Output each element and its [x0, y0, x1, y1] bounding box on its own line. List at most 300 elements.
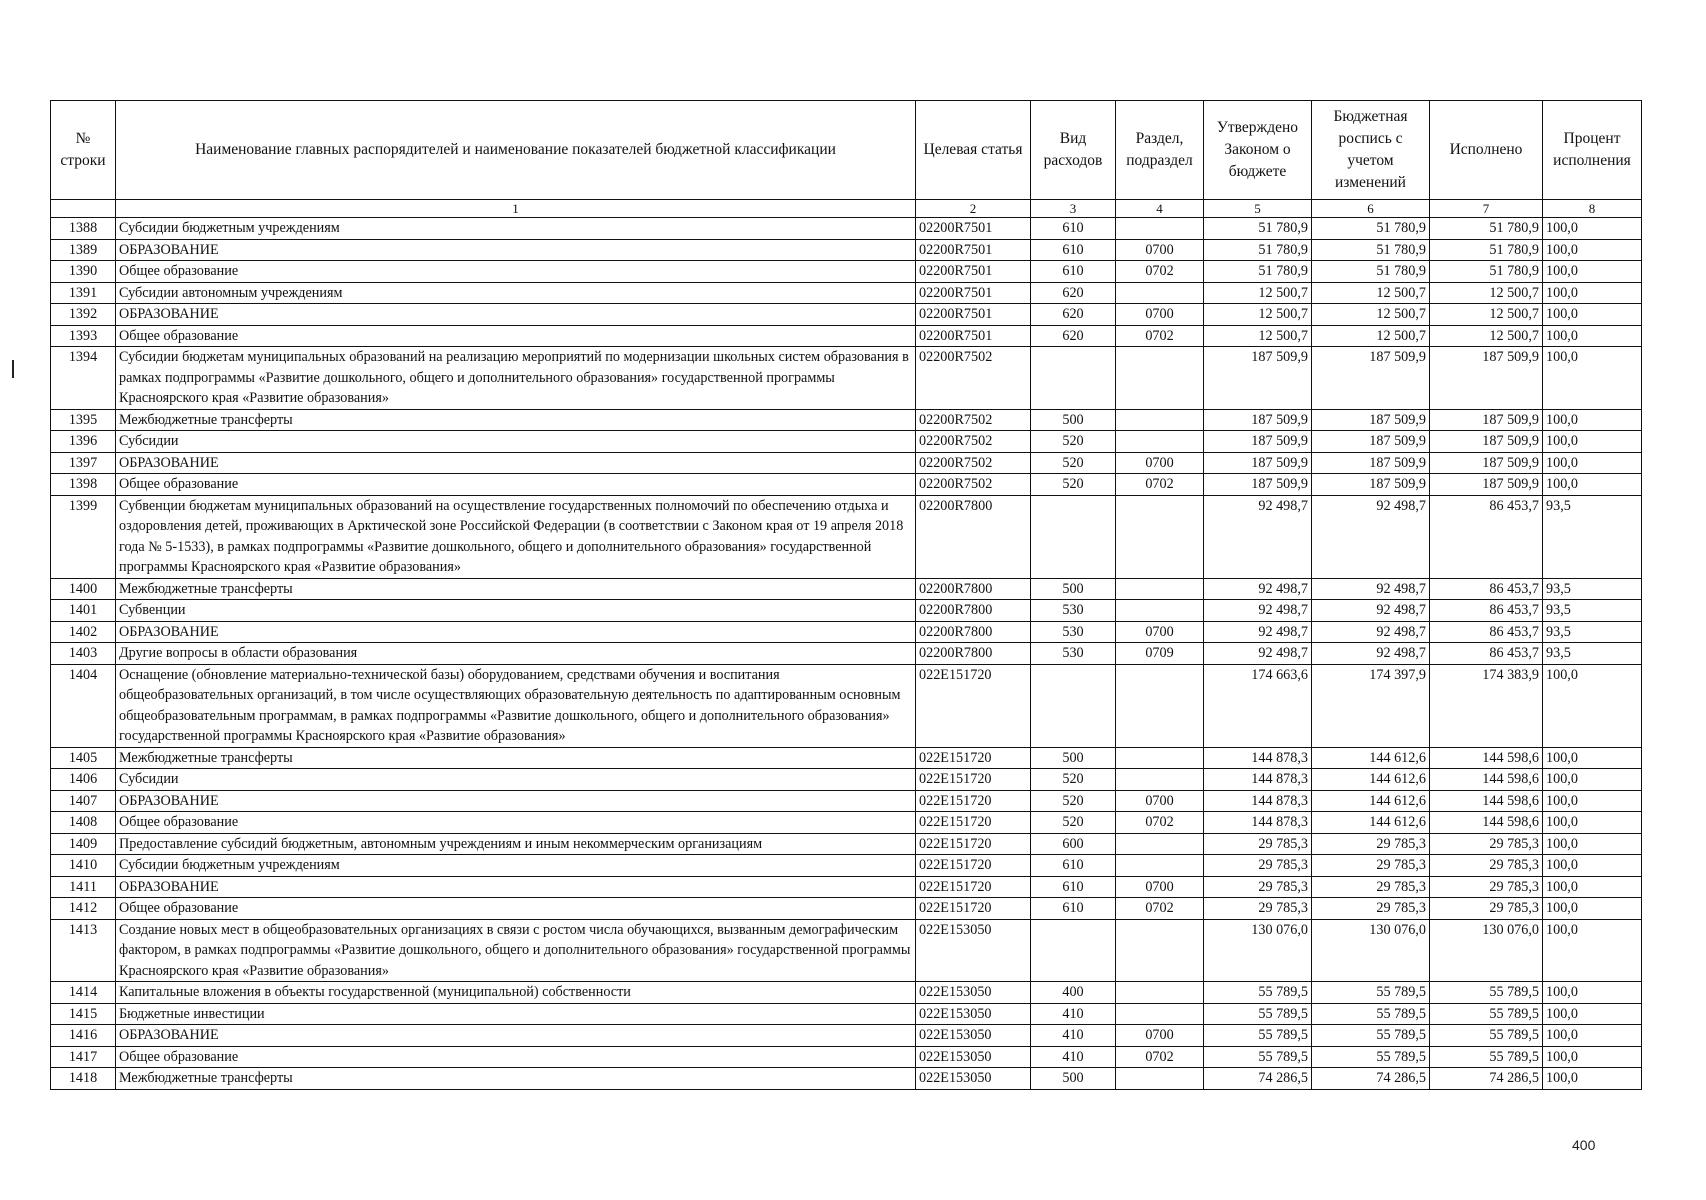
expense-type: 610 [1031, 898, 1116, 920]
execution-percent: 100,0 [1543, 325, 1642, 347]
target-article: 02200R7501 [916, 325, 1031, 347]
executed-amount: 55 789,5 [1430, 1046, 1543, 1068]
row-number: 1406 [51, 769, 116, 791]
target-article: 02200R7501 [916, 282, 1031, 304]
approved-amount: 55 789,5 [1204, 1003, 1312, 1025]
table-row [51, 643, 1642, 665]
schedule-amount: 92 498,7 [1312, 600, 1430, 622]
row-number: 1396 [51, 431, 116, 453]
execution-percent: 100,0 [1543, 833, 1642, 855]
table-row [51, 621, 1642, 643]
row-name: Общее образование [116, 898, 916, 920]
row-number: 1390 [51, 261, 116, 283]
table-row [51, 898, 1642, 920]
approved-amount: 55 789,5 [1204, 1046, 1312, 1068]
schedule-amount: 92 498,7 [1312, 643, 1430, 665]
table-row [51, 409, 1642, 431]
column-number: 5 [1204, 200, 1312, 218]
executed-amount: 86 453,7 [1430, 578, 1543, 600]
row-name: Субсидии бюджетным учреждениям [116, 218, 916, 240]
approved-amount: 55 789,5 [1204, 1025, 1312, 1047]
column-number: 1 [116, 200, 916, 218]
executed-amount: 55 789,5 [1430, 982, 1543, 1004]
schedule-amount: 187 509,9 [1312, 431, 1430, 453]
target-article: 022E151720 [916, 747, 1031, 769]
header-percent: Процент исполнения [1543, 101, 1642, 200]
section-code: 0700 [1116, 876, 1204, 898]
execution-percent: 100,0 [1543, 304, 1642, 326]
row-number: 1399 [51, 495, 116, 578]
approved-amount: 29 785,3 [1204, 833, 1312, 855]
row-number: 1418 [51, 1068, 116, 1090]
expense-type: 610 [1031, 239, 1116, 261]
row-number: 1412 [51, 898, 116, 920]
column-number: 6 [1312, 200, 1430, 218]
row-number: 1392 [51, 304, 116, 326]
section-code: 0702 [1116, 474, 1204, 496]
section-code: 0700 [1116, 452, 1204, 474]
section-code [1116, 747, 1204, 769]
section-code: 0700 [1116, 621, 1204, 643]
schedule-amount: 92 498,7 [1312, 495, 1430, 578]
target-article: 022E151720 [916, 898, 1031, 920]
table-row [51, 304, 1642, 326]
schedule-amount: 144 612,6 [1312, 769, 1430, 791]
execution-percent: 100,0 [1543, 1046, 1642, 1068]
approved-amount: 92 498,7 [1204, 600, 1312, 622]
row-number: 1397 [51, 452, 116, 474]
target-article: 022E153050 [916, 1025, 1031, 1047]
schedule-amount: 55 789,5 [1312, 1003, 1430, 1025]
execution-percent: 100,0 [1543, 1068, 1642, 1090]
row-number: 1401 [51, 600, 116, 622]
approved-amount: 92 498,7 [1204, 495, 1312, 578]
table-row [51, 812, 1642, 834]
executed-amount: 29 785,3 [1430, 898, 1543, 920]
approved-amount: 51 780,9 [1204, 239, 1312, 261]
table-row [51, 325, 1642, 347]
execution-percent: 100,0 [1543, 347, 1642, 410]
schedule-amount: 12 500,7 [1312, 282, 1430, 304]
row-name: Общее образование [116, 474, 916, 496]
execution-percent: 93,5 [1543, 643, 1642, 665]
approved-amount: 55 789,5 [1204, 982, 1312, 1004]
schedule-amount: 144 612,6 [1312, 747, 1430, 769]
schedule-amount: 55 789,5 [1312, 1025, 1430, 1047]
approved-amount: 51 780,9 [1204, 261, 1312, 283]
row-name: Создание новых мест в общеобразовательных организациях в связи с ростом числа обучающихся, вызванным демографическим фактором, в рамках подпрограммы «Развитие дошкольного, общего и дополнительного образования» государственной программы Красноярского края «Развитие образования» [116, 919, 916, 982]
target-article: 022E151720 [916, 790, 1031, 812]
schedule-amount: 187 509,9 [1312, 409, 1430, 431]
table-body [51, 218, 1642, 1090]
page-number: 400 [1572, 1137, 1596, 1153]
executed-amount: 187 509,9 [1430, 431, 1543, 453]
execution-percent: 100,0 [1543, 431, 1642, 453]
table-row [51, 833, 1642, 855]
row-name: Предоставление субсидий бюджетным, автономным учреждениям и иным некоммерческим организациям [116, 833, 916, 855]
execution-percent: 100,0 [1543, 239, 1642, 261]
target-article: 02200R7800 [916, 643, 1031, 665]
approved-amount: 12 500,7 [1204, 325, 1312, 347]
expense-type: 520 [1031, 431, 1116, 453]
executed-amount: 187 509,9 [1430, 452, 1543, 474]
row-number: 1409 [51, 833, 116, 855]
execution-percent: 100,0 [1543, 919, 1642, 982]
schedule-amount: 51 780,9 [1312, 261, 1430, 283]
approved-amount: 12 500,7 [1204, 282, 1312, 304]
section-code [1116, 218, 1204, 240]
column-number: 4 [1116, 200, 1204, 218]
header-expense-type: Вид расходов [1031, 101, 1116, 200]
schedule-amount: 174 397,9 [1312, 664, 1430, 747]
section-code: 0702 [1116, 812, 1204, 834]
executed-amount: 144 598,6 [1430, 790, 1543, 812]
table-row [51, 218, 1642, 240]
schedule-amount: 130 076,0 [1312, 919, 1430, 982]
table-row [51, 855, 1642, 877]
approved-amount: 29 785,3 [1204, 898, 1312, 920]
row-name: ОБРАЗОВАНИЕ [116, 452, 916, 474]
row-name: ОБРАЗОВАНИЕ [116, 876, 916, 898]
section-code [1116, 282, 1204, 304]
row-name: Общее образование [116, 812, 916, 834]
executed-amount: 55 789,5 [1430, 1025, 1543, 1047]
table-row [51, 1068, 1642, 1090]
approved-amount: 92 498,7 [1204, 621, 1312, 643]
schedule-amount: 51 780,9 [1312, 218, 1430, 240]
target-article: 02200R7502 [916, 347, 1031, 410]
table-row [51, 452, 1642, 474]
expense-type: 500 [1031, 1068, 1116, 1090]
expense-type: 500 [1031, 409, 1116, 431]
row-number: 1388 [51, 218, 116, 240]
target-article: 022E151720 [916, 769, 1031, 791]
section-code [1116, 578, 1204, 600]
scan-artifact-mark [12, 360, 14, 378]
approved-amount: 187 509,9 [1204, 474, 1312, 496]
executed-amount: 74 286,5 [1430, 1068, 1543, 1090]
section-code [1116, 495, 1204, 578]
target-article: 02200R7501 [916, 218, 1031, 240]
row-name: Субсидии автономным учреждениям [116, 282, 916, 304]
row-number: 1413 [51, 919, 116, 982]
execution-percent: 100,0 [1543, 747, 1642, 769]
execution-percent: 100,0 [1543, 790, 1642, 812]
section-code: 0700 [1116, 1025, 1204, 1047]
expense-type: 620 [1031, 304, 1116, 326]
approved-amount: 144 878,3 [1204, 747, 1312, 769]
table-row [51, 600, 1642, 622]
row-number: 1404 [51, 664, 116, 747]
table-row [51, 1046, 1642, 1068]
schedule-amount: 55 789,5 [1312, 1046, 1430, 1068]
target-article: 02200R7502 [916, 431, 1031, 453]
row-number: 1410 [51, 855, 116, 877]
executed-amount: 55 789,5 [1430, 1003, 1543, 1025]
row-name: Общее образование [116, 1046, 916, 1068]
target-article: 022E151720 [916, 876, 1031, 898]
schedule-amount: 29 785,3 [1312, 855, 1430, 877]
table-row [51, 790, 1642, 812]
executed-amount: 12 500,7 [1430, 304, 1543, 326]
target-article: 02200R7800 [916, 600, 1031, 622]
executed-amount: 86 453,7 [1430, 495, 1543, 578]
target-article: 02200R7502 [916, 409, 1031, 431]
execution-percent: 100,0 [1543, 898, 1642, 920]
header-schedule: Бюджетная роспись с учетом изменений [1312, 101, 1430, 200]
column-number: 8 [1543, 200, 1642, 218]
target-article: 022E151720 [916, 833, 1031, 855]
row-number: 1394 [51, 347, 116, 410]
row-number: 1408 [51, 812, 116, 834]
schedule-amount: 12 500,7 [1312, 304, 1430, 326]
expense-type: 610 [1031, 261, 1116, 283]
table-row [51, 431, 1642, 453]
row-number: 1393 [51, 325, 116, 347]
approved-amount: 92 498,7 [1204, 578, 1312, 600]
execution-percent: 93,5 [1543, 621, 1642, 643]
approved-amount: 51 780,9 [1204, 218, 1312, 240]
executed-amount: 187 509,9 [1430, 409, 1543, 431]
header-executed: Исполнено [1430, 101, 1543, 200]
table-row [51, 347, 1642, 410]
section-code [1116, 600, 1204, 622]
expense-type: 500 [1031, 747, 1116, 769]
table-row [51, 747, 1642, 769]
expense-type: 410 [1031, 1046, 1116, 1068]
row-number: 1400 [51, 578, 116, 600]
section-code [1116, 855, 1204, 877]
target-article: 022E151720 [916, 812, 1031, 834]
section-code: 0700 [1116, 239, 1204, 261]
executed-amount: 29 785,3 [1430, 855, 1543, 877]
table-row [51, 282, 1642, 304]
section-code [1116, 347, 1204, 410]
row-name: ОБРАЗОВАНИЕ [116, 790, 916, 812]
approved-amount: 144 878,3 [1204, 769, 1312, 791]
approved-amount: 187 509,9 [1204, 452, 1312, 474]
row-name: Субсидии [116, 431, 916, 453]
schedule-amount: 92 498,7 [1312, 578, 1430, 600]
target-article: 022E151720 [916, 664, 1031, 747]
row-name: ОБРАЗОВАНИЕ [116, 1025, 916, 1047]
row-name: ОБРАЗОВАНИЕ [116, 239, 916, 261]
table-row [51, 495, 1642, 578]
header-section: Раздел, подраздел [1116, 101, 1204, 200]
schedule-amount: 187 509,9 [1312, 452, 1430, 474]
approved-amount: 12 500,7 [1204, 304, 1312, 326]
row-number: 1414 [51, 982, 116, 1004]
schedule-amount: 51 780,9 [1312, 239, 1430, 261]
row-name: Субсидии бюджетам муниципальных образований на реализацию мероприятий по модернизации школьных систем образования в рамках подпрограммы «Развитие дошкольного, общего и дополнительного образования» государственной программы Красноярского края «Развитие образования» [116, 347, 916, 410]
approved-amount: 92 498,7 [1204, 643, 1312, 665]
expense-type: 410 [1031, 1003, 1116, 1025]
execution-percent: 100,0 [1543, 261, 1642, 283]
expense-type: 520 [1031, 769, 1116, 791]
header-approved: Утверждено Законом о бюджете [1204, 101, 1312, 200]
expense-type: 520 [1031, 790, 1116, 812]
expense-type: 610 [1031, 876, 1116, 898]
target-article: 02200R7501 [916, 239, 1031, 261]
target-article: 02200R7800 [916, 621, 1031, 643]
executed-amount: 144 598,6 [1430, 812, 1543, 834]
approved-amount: 187 509,9 [1204, 347, 1312, 410]
executed-amount: 12 500,7 [1430, 325, 1543, 347]
row-name: Бюджетные инвестиции [116, 1003, 916, 1025]
schedule-amount: 144 612,6 [1312, 812, 1430, 834]
target-article: 02200R7501 [916, 304, 1031, 326]
expense-type [1031, 919, 1116, 982]
approved-amount: 29 785,3 [1204, 876, 1312, 898]
execution-percent: 100,0 [1543, 1003, 1642, 1025]
schedule-amount: 29 785,3 [1312, 833, 1430, 855]
executed-amount: 86 453,7 [1430, 643, 1543, 665]
row-name: Межбюджетные трансферты [116, 578, 916, 600]
execution-percent: 93,5 [1543, 600, 1642, 622]
row-name: Межбюджетные трансферты [116, 747, 916, 769]
row-name: ОБРАЗОВАНИЕ [116, 621, 916, 643]
column-number: 7 [1430, 200, 1543, 218]
row-number: 1416 [51, 1025, 116, 1047]
header-row-number: № строки [51, 101, 116, 200]
section-code [1116, 1068, 1204, 1090]
table-header [51, 101, 1642, 218]
row-number: 1407 [51, 790, 116, 812]
budget-execution-table [50, 100, 1642, 1090]
schedule-amount: 12 500,7 [1312, 325, 1430, 347]
row-number: 1411 [51, 876, 116, 898]
expense-type: 620 [1031, 282, 1116, 304]
target-article: 022E153050 [916, 1046, 1031, 1068]
column-numbers-row [51, 200, 1642, 218]
expense-type: 500 [1031, 578, 1116, 600]
approved-amount: 187 509,9 [1204, 431, 1312, 453]
section-code: 0709 [1116, 643, 1204, 665]
schedule-amount: 74 286,5 [1312, 1068, 1430, 1090]
section-code: 0700 [1116, 304, 1204, 326]
expense-type: 400 [1031, 982, 1116, 1004]
execution-percent: 100,0 [1543, 982, 1642, 1004]
schedule-amount: 92 498,7 [1312, 621, 1430, 643]
executed-amount: 12 500,7 [1430, 282, 1543, 304]
expense-type: 530 [1031, 643, 1116, 665]
schedule-amount: 187 509,9 [1312, 474, 1430, 496]
schedule-amount: 29 785,3 [1312, 876, 1430, 898]
row-name: Капитальные вложения в объекты государственной (муниципальной) собственности [116, 982, 916, 1004]
row-name: Общее образование [116, 325, 916, 347]
approved-amount: 174 663,6 [1204, 664, 1312, 747]
executed-amount: 174 383,9 [1430, 664, 1543, 747]
expense-type [1031, 664, 1116, 747]
expense-type: 610 [1031, 855, 1116, 877]
expense-type: 600 [1031, 833, 1116, 855]
execution-percent: 100,0 [1543, 855, 1642, 877]
row-name: Общее образование [116, 261, 916, 283]
executed-amount: 29 785,3 [1430, 876, 1543, 898]
expense-type: 520 [1031, 452, 1116, 474]
row-number: 1389 [51, 239, 116, 261]
expense-type [1031, 495, 1116, 578]
approved-amount: 187 509,9 [1204, 409, 1312, 431]
section-code [1116, 1003, 1204, 1025]
execution-percent: 93,5 [1543, 578, 1642, 600]
header-target-article: Целевая статья [916, 101, 1031, 200]
expense-type: 520 [1031, 812, 1116, 834]
approved-amount: 130 076,0 [1204, 919, 1312, 982]
column-number: 2 [916, 200, 1031, 218]
section-code [1116, 409, 1204, 431]
executed-amount: 144 598,6 [1430, 769, 1543, 791]
column-number: 3 [1031, 200, 1116, 218]
target-article: 02200R7502 [916, 452, 1031, 474]
section-code [1116, 769, 1204, 791]
approved-amount: 74 286,5 [1204, 1068, 1312, 1090]
row-name: Межбюджетные трансферты [116, 409, 916, 431]
execution-percent: 100,0 [1543, 282, 1642, 304]
section-code [1116, 982, 1204, 1004]
table-row [51, 919, 1642, 982]
header-name: Наименование главных распорядителей и наименование показателей бюджетной классификации [116, 101, 916, 200]
executed-amount: 51 780,9 [1430, 218, 1543, 240]
section-code: 0702 [1116, 261, 1204, 283]
row-name: Другие вопросы в области образования [116, 643, 916, 665]
row-number: 1398 [51, 474, 116, 496]
expense-type [1031, 347, 1116, 410]
expense-type: 610 [1031, 218, 1116, 240]
table-row [51, 578, 1642, 600]
target-article: 02200R7502 [916, 474, 1031, 496]
execution-percent: 100,0 [1543, 876, 1642, 898]
execution-percent: 100,0 [1543, 1025, 1642, 1047]
target-article: 02200R7800 [916, 495, 1031, 578]
expense-type: 410 [1031, 1025, 1116, 1047]
schedule-amount: 29 785,3 [1312, 898, 1430, 920]
executed-amount: 86 453,7 [1430, 600, 1543, 622]
section-code: 0700 [1116, 790, 1204, 812]
execution-percent: 100,0 [1543, 474, 1642, 496]
row-name: ОБРАЗОВАНИЕ [116, 304, 916, 326]
executed-amount: 51 780,9 [1430, 239, 1543, 261]
approved-amount: 144 878,3 [1204, 812, 1312, 834]
execution-percent: 100,0 [1543, 664, 1642, 747]
section-code: 0702 [1116, 1046, 1204, 1068]
expense-type: 520 [1031, 474, 1116, 496]
table-row [51, 239, 1642, 261]
expense-type: 530 [1031, 600, 1116, 622]
target-article: 022E153050 [916, 1068, 1031, 1090]
table-row [51, 261, 1642, 283]
executed-amount: 86 453,7 [1430, 621, 1543, 643]
executed-amount: 187 509,9 [1430, 474, 1543, 496]
section-code [1116, 919, 1204, 982]
target-article: 022E153050 [916, 1003, 1031, 1025]
section-code [1116, 833, 1204, 855]
section-code [1116, 664, 1204, 747]
target-article: 022E153050 [916, 982, 1031, 1004]
target-article: 022E153050 [916, 919, 1031, 982]
section-code: 0702 [1116, 898, 1204, 920]
table-row [51, 1025, 1642, 1047]
row-name: Субсидии бюджетным учреждениям [116, 855, 916, 877]
target-article: 022E151720 [916, 855, 1031, 877]
approved-amount: 29 785,3 [1204, 855, 1312, 877]
row-name: Оснащение (обновление материально-технической базы) оборудованием, средствами обучения и воспитания общеобразовательных организаций, в том числе осуществляющих образовательную деятельность по адаптированным основным общеобразовательным программам, в рамках подпрограммы «Развитие дошкольного, общего и дополнительного образования» государственной программы Красноярского края «Развитие образования» [116, 664, 916, 747]
execution-percent: 93,5 [1543, 495, 1642, 578]
expense-type: 530 [1031, 621, 1116, 643]
execution-percent: 100,0 [1543, 218, 1642, 240]
schedule-amount: 187 509,9 [1312, 347, 1430, 410]
executed-amount: 130 076,0 [1430, 919, 1543, 982]
